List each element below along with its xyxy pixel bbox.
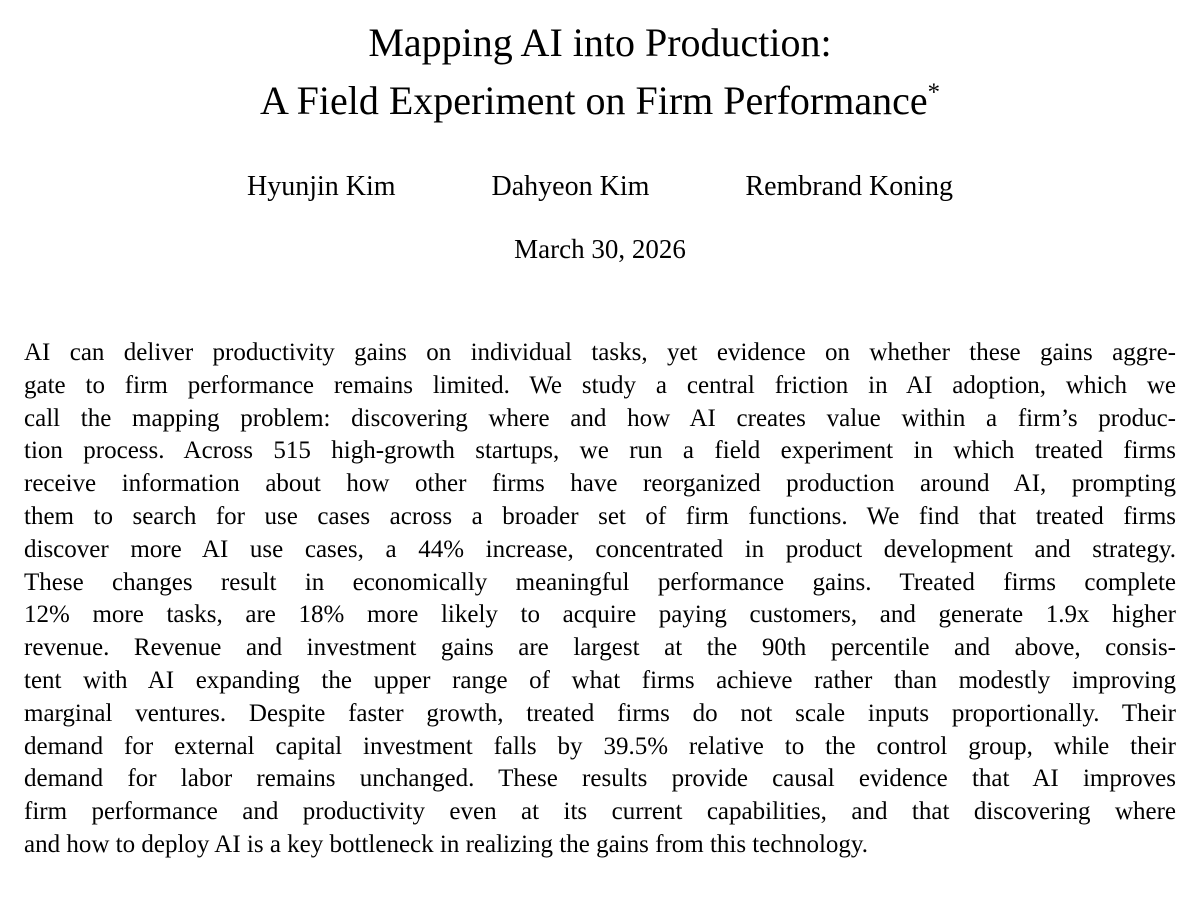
abstract-line: AI can deliver productivity gains on individual tasks, yet evidence on whether these gains aggre- [24,339,1176,366]
abstract-line: 12% more tasks, are 18% more likely to acquire paying customers, and generate 1.9x higher [24,601,1176,629]
page-title-line-2 [24,72,1176,130]
abstract-line: discover more AI use cases, a 44% increase, concentrated in product development and strategy. [24,535,1176,563]
abstract-line: firm performance and productivity even at its current capabilities, and that discovering where [24,798,1176,826]
authors-row [24,170,1176,203]
paper-date: March 30, 2026 [514,234,686,264]
abstract-line: demand for external capital investment falls by 39.5% relative to the control group, while their [24,732,1176,760]
abstract [24,337,1176,862]
abstract-line: tion process. Across 515 high-growth startups, we run a field experiment in which treated firms [24,437,1176,465]
title-line-2-text: A Field Experiment on Firm Performance [259,78,928,123]
author-name: Dahyeon Kim [491,171,650,202]
abstract-line: revenue. Revenue and investment gains are largest at the 90th percentile and above, consis- [24,634,1176,662]
page-title-line-1: Mapping AI into Production: [368,20,832,65]
abstract-line: These changes result in economically meaningful performance gains. Treated firms complete [24,568,1176,596]
author-name: Hyunjin Kim [246,171,396,202]
abstract-line: call the mapping problem: discovering where and how AI creates value within a firm’s produc- [24,404,1176,432]
abstract-line: them to search for use cases across a broader set of firm functions. We find that treated firms [24,502,1176,530]
abstract-line: marginal ventures. Despite faster growth, treated firms do not scale inputs proportionally. Their [24,699,1176,727]
abstract-line: receive information about how other firms have reorganized production around AI, prompting [24,470,1176,498]
title-footnote-marker: * [927,79,941,107]
abstract-line: tent with AI expanding the upper range of what firms achieve rather than modestly improving [24,666,1176,694]
abstract-line: and how to deploy AI is a key bottleneck in realizing the gains from this technology. [24,830,869,858]
abstract-line: demand for labor remains unchanged. These results provide causal evidence that AI improves [24,765,1176,793]
abstract-line: gate to firm performance remains limited. We study a central friction in AI adoption, which we [24,371,1176,399]
author-name: Rembrand Koning [745,171,954,202]
paper-title [24,14,1176,130]
